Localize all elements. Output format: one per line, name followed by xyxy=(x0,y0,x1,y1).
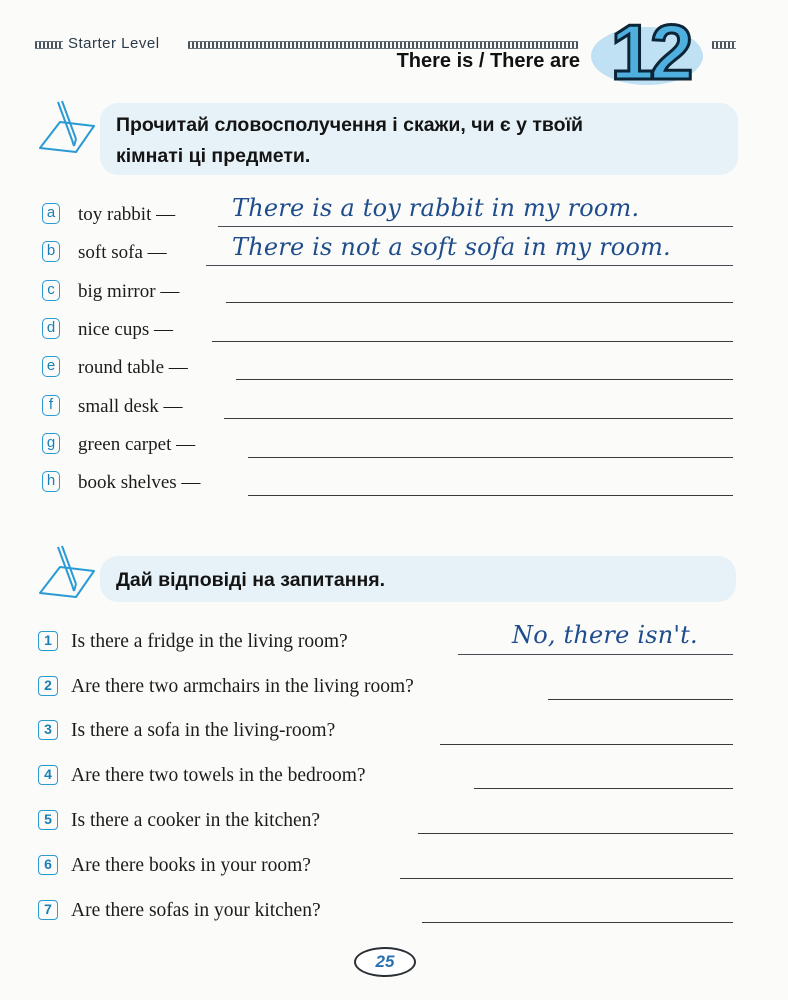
question-text: Is there a cooker in the kitchen? xyxy=(71,810,321,831)
pencil-paper-icon xyxy=(36,100,100,156)
handwritten-answer-b: There is not a soft sofa in my room. xyxy=(232,233,671,261)
answer-line-f[interactable] xyxy=(224,418,733,419)
answer-line-2[interactable] xyxy=(548,699,733,700)
question-number-box: 5 xyxy=(38,810,58,830)
answer-line-7[interactable] xyxy=(422,922,733,923)
answer-line-h[interactable] xyxy=(248,495,733,496)
page-number-oval xyxy=(354,947,416,977)
item-phrase: small desk — xyxy=(78,396,183,417)
answer-line-g[interactable] xyxy=(248,457,733,458)
header-stripe-left xyxy=(35,41,63,49)
question-number-box: 3 xyxy=(38,720,58,740)
question-text: Is there a fridge in the living room? xyxy=(71,631,348,652)
answer-line-4[interactable] xyxy=(474,788,733,789)
header-stripe-middle xyxy=(188,41,578,49)
exercise-a-instruction xyxy=(116,110,706,172)
answer-line-6[interactable] xyxy=(400,878,733,879)
item-letter-box: h xyxy=(42,471,60,492)
question-text: Are there two armchairs in the living room? xyxy=(71,676,414,697)
item-phrase: soft sofa — xyxy=(78,242,167,263)
answer-line-c[interactable] xyxy=(226,302,733,303)
question-number-box: 1 xyxy=(38,631,58,651)
page-number: 25 xyxy=(375,952,395,971)
answer-line-e[interactable] xyxy=(236,379,733,380)
question-text: Is there a sofa in the living-room? xyxy=(71,720,336,741)
pencil-paper-icon xyxy=(36,545,100,601)
question-number-box: 2 xyxy=(38,676,58,696)
question-number-box: 4 xyxy=(38,765,58,785)
answer-line-1[interactable] xyxy=(458,654,733,655)
item-phrase: book shelves — xyxy=(78,472,201,493)
level-label: Starter Level xyxy=(68,35,160,52)
question-number-box: 7 xyxy=(38,900,58,920)
item-phrase: nice cups — xyxy=(78,319,173,340)
answer-line-a[interactable] xyxy=(218,226,733,227)
item-letter-box: g xyxy=(42,433,60,454)
exercise-a-instruction-line2: кімнаті ці предмети. xyxy=(116,145,311,167)
answer-line-d[interactable] xyxy=(212,341,733,342)
handwritten-answer-1: No, there isn't. xyxy=(512,621,698,649)
page-title: There is / There are xyxy=(396,50,580,72)
answer-line-3[interactable] xyxy=(440,744,733,745)
item-letter-box: c xyxy=(42,280,60,301)
question-text: Are there sofas in your kitchen? xyxy=(71,900,321,921)
header-stripe-right xyxy=(712,41,736,49)
question-text: Are there two towels in the bedroom? xyxy=(71,765,366,786)
question-text: Are there books in your room? xyxy=(71,855,311,876)
unit-badge xyxy=(591,8,707,96)
item-letter-box: a xyxy=(42,203,60,224)
item-phrase: toy rabbit — xyxy=(78,204,176,225)
item-phrase: big mirror — xyxy=(78,281,180,302)
answer-line-5[interactable] xyxy=(418,833,733,834)
exercise-a-instruction-line1: Прочитай словосполучення і скажи, чи є у твоїй xyxy=(116,114,584,136)
item-phrase: green carpet — xyxy=(78,434,196,455)
handwritten-answer-a: There is a toy rabbit in my room. xyxy=(232,194,640,222)
item-letter-box: f xyxy=(42,395,60,416)
exercise-b-instruction: Дай відповіді на запитання. xyxy=(116,569,386,591)
item-letter-box: b xyxy=(42,241,60,262)
item-phrase: round table — xyxy=(78,357,188,378)
item-letter-box: e xyxy=(42,356,60,377)
unit-number: 12 xyxy=(610,8,690,96)
question-number-box: 6 xyxy=(38,855,58,875)
answer-line-b[interactable] xyxy=(206,265,733,266)
item-letter-box: d xyxy=(42,318,60,339)
